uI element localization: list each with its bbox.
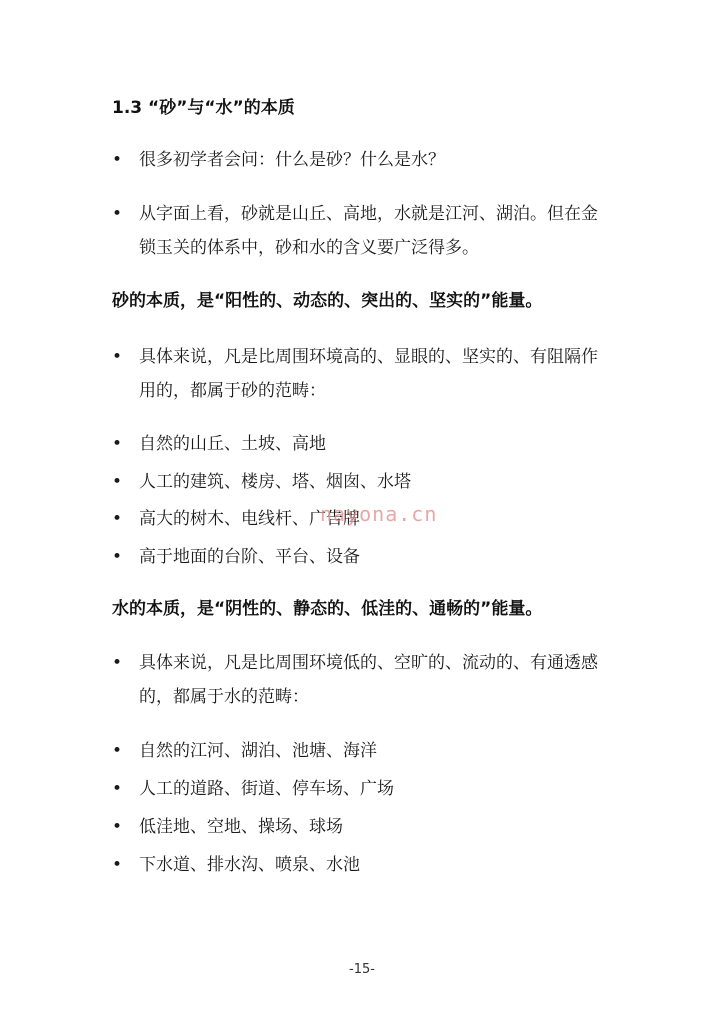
list-item	[112, 734, 632, 768]
bullet-icon: •	[112, 150, 123, 170]
sha-heading: 砂的本质，是“阳性的、动态的、突出的、坚实的”能量。	[112, 291, 543, 311]
bullet-icon: •	[112, 741, 123, 761]
page-number: -15-	[349, 962, 375, 977]
list-item	[112, 540, 632, 574]
sha-item: 高于地面的台阶、平台、设备	[139, 547, 360, 567]
bullet-icon: •	[112, 204, 123, 224]
bullet-icon: •	[112, 472, 123, 492]
list-item	[112, 197, 612, 265]
intro-explanation: 从字面上看，砂就是山丘、高地，水就是江河、湖泊。但在金锁玉关的体系中，砂和水的含义要广泛得多。	[139, 204, 598, 258]
sha-item: 自然的山丘、土坡、高地	[139, 434, 326, 454]
list-item	[112, 143, 632, 177]
list-item	[112, 848, 632, 882]
list-item	[112, 646, 612, 714]
list-item	[112, 340, 612, 408]
shui-description: 具体来说，凡是比周围环境低的、空旷的、流动的、有通透感的，都属于水的范畴：	[139, 653, 598, 707]
bullet-icon: •	[112, 434, 123, 454]
shui-item: 人工的道路、街道、停车场、广场	[139, 779, 394, 799]
bullet-icon: •	[112, 653, 123, 673]
bullet-icon: •	[112, 779, 123, 799]
bullet-icon: •	[112, 547, 123, 567]
list-item	[112, 427, 632, 461]
bullet-icon: •	[112, 855, 123, 875]
shui-item: 下水道、排水沟、喷泉、水池	[139, 855, 360, 875]
shui-item: 自然的江河、湖泊、池塘、海洋	[139, 741, 377, 761]
intro-question: 很多初学者会问：什么是砂？什么是水？	[139, 150, 445, 170]
sha-description: 具体来说，凡是比周围环境高的、显眼的、坚实的、有阻隔作用的，都属于砂的范畴：	[139, 347, 598, 401]
list-item	[112, 810, 632, 844]
bullet-icon: •	[112, 347, 123, 367]
bullet-icon: •	[112, 509, 123, 529]
watermark: nayona.cn	[320, 502, 438, 526]
bullet-icon: •	[112, 817, 123, 837]
shui-heading: 水的本质，是“阴性的、静态的、低洼的、通畅的”能量。	[112, 599, 543, 619]
list-item	[112, 465, 632, 499]
shui-item: 低洼地、空地、操场、球场	[139, 817, 343, 837]
list-item	[112, 772, 632, 806]
sha-item: 人工的建筑、楼房、塔、烟囱、水塔	[139, 472, 411, 492]
section-title: 1.3 “砂”与“水”的本质	[112, 98, 295, 118]
sha-item: 高大的树木、电线杆、广告牌	[139, 509, 360, 529]
